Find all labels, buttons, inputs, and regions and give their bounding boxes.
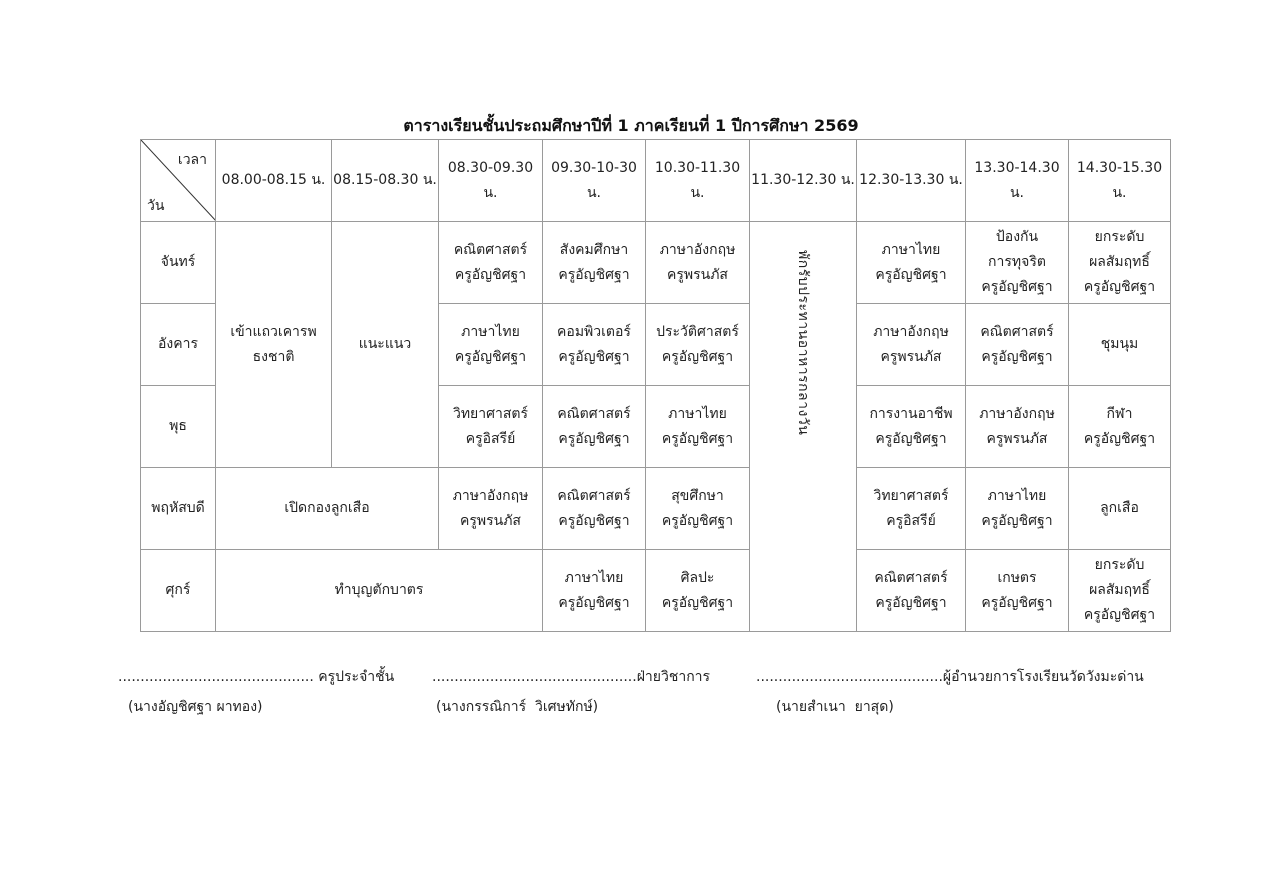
- signature-line-director: ..........................................ผู้อำนวยการโรงเรียนวัดวังมะด่าน: [756, 669, 1144, 685]
- class-cell: [1069, 468, 1171, 550]
- teacher: ครูอัญชิศฐา: [661, 348, 734, 365]
- teacher: ครูอัญชิศฐา: [558, 348, 630, 365]
- teacher: ครูอัญชิศฐา: [1083, 430, 1156, 447]
- subject: การงานอาชีพ: [869, 405, 953, 422]
- timetable: [140, 139, 1171, 632]
- subject: คณิตศาสตร์: [557, 487, 631, 504]
- class-cell: [646, 386, 750, 468]
- subject: คณิตศาสตร์: [453, 241, 528, 258]
- teacher: ครูอัญชิศฐา: [558, 266, 630, 283]
- day-label: อังคาร: [141, 304, 216, 386]
- time-header: 09.30-10-30 น.: [543, 140, 646, 222]
- day-row-monday: [141, 222, 1171, 304]
- subject: ภาษาไทย: [987, 487, 1047, 504]
- time-header: 12.30-13.30 น.: [857, 140, 966, 222]
- teacher: ครูอัญชิศฐา: [875, 430, 947, 447]
- time-header: 10.30-11.30 น.: [646, 140, 750, 222]
- subject: กีฬา: [1106, 405, 1133, 422]
- class-cell: [439, 468, 543, 550]
- class-cell: [543, 222, 646, 304]
- teacher: ครูพรนภัส: [986, 430, 1048, 447]
- subject: การทุจริต: [988, 254, 1046, 270]
- cell-line: เข้าแถวเคารพ: [230, 323, 317, 340]
- teacher: ครูอัญชิศฐา: [558, 594, 630, 611]
- signature-name-director: (นายสำเนา ยาสุด): [776, 699, 894, 715]
- subject: ผลสัมฤทธิ์: [1089, 582, 1150, 598]
- subject: ภาษาไทย: [461, 323, 520, 340]
- signature-line-homeroom-teacher: ............................................ ครูประจำชั้น: [118, 669, 395, 685]
- merit-making-cell: ทำบุญตักบาตร: [216, 550, 543, 632]
- lunch-break-cell: [750, 222, 857, 632]
- time-header: 13.30-14.30 น.: [966, 140, 1069, 222]
- class-cell: [439, 222, 543, 304]
- teacher: ครูอัญชิศฐา: [558, 430, 630, 447]
- class-cell: [646, 222, 750, 304]
- subject: คณิตศาสตร์: [980, 323, 1054, 340]
- teacher: ครูอิสรีย์: [465, 430, 516, 447]
- class-cell: [646, 550, 750, 632]
- subject: วิทยาศาสตร์: [873, 487, 949, 504]
- class-cell: [1069, 550, 1171, 632]
- subject: คณิตศาสตร์: [557, 405, 631, 422]
- teacher: ครูอัญชิศฐา: [454, 266, 527, 283]
- teacher: ครูอิสรีย์: [886, 512, 936, 529]
- cell-line: ธงชาติ: [252, 348, 295, 365]
- teacher: ครูอัญชิศฐา: [661, 594, 734, 611]
- teacher: ครูอัญชิศฐา: [1083, 279, 1156, 295]
- class-cell: [543, 468, 646, 550]
- class-cell: [857, 386, 966, 468]
- teacher: ครูอัญชิศฐา: [875, 594, 947, 611]
- class-cell: [966, 222, 1069, 304]
- signature-name-homeroom-teacher: (นางอัญชิศฐา ผาทอง): [128, 699, 263, 715]
- time-header: 08.15-08.30 น.: [332, 140, 439, 222]
- subject: ภาษาอังกฤษ: [452, 487, 529, 504]
- class-cell: [439, 386, 543, 468]
- day-label: ศุกร์: [141, 550, 216, 632]
- class-cell: [646, 304, 750, 386]
- day-row-friday: [141, 550, 1171, 632]
- day-axis-label: วัน: [147, 198, 165, 214]
- subject: ภาษาอังกฤษ: [979, 405, 1055, 422]
- teacher: ครูอัญชิศฐา: [661, 430, 734, 447]
- class-cell: [966, 304, 1069, 386]
- day-row-thursday: [141, 468, 1171, 550]
- class-cell: [1069, 386, 1171, 468]
- signature-line-academic-affairs: ..............................................ฝ่ายวิชาการ: [432, 669, 711, 685]
- class-cell: [857, 468, 966, 550]
- scout-opening-cell: เปิดกองลูกเสือ: [216, 468, 439, 550]
- class-cell: [857, 304, 966, 386]
- signature-name-academic-affairs: (นางกรรณิการ์ วิเศษทักษ์): [436, 699, 599, 715]
- corner-cell: [141, 140, 216, 222]
- class-cell: [966, 550, 1069, 632]
- class-cell: [543, 550, 646, 632]
- time-header: 08.30-09.30 น.: [439, 140, 543, 222]
- class-cell: [966, 468, 1069, 550]
- subject: สุขศึกษา: [671, 487, 724, 504]
- subject: ลูกเสือ: [1100, 500, 1139, 516]
- time-axis-label: เวลา: [177, 152, 207, 168]
- day-label: พุธ: [141, 386, 216, 468]
- teacher: ครูอัญชิศฐา: [981, 512, 1053, 529]
- day-label: จันทร์: [141, 222, 216, 304]
- time-header: 11.30-12.30 น.: [750, 140, 857, 222]
- class-cell: [543, 304, 646, 386]
- homeroom-cell: แนะแนว: [332, 222, 439, 468]
- subject: ยกระดับ: [1094, 557, 1145, 573]
- subject: วิทยาศาสตร์: [452, 405, 529, 422]
- day-label: พฤหัสบดี: [141, 468, 216, 550]
- teacher: ครูพรนภัส: [667, 266, 728, 283]
- subject: ภาษาไทย: [881, 241, 941, 258]
- teacher: ครูพรนภัส: [460, 512, 521, 529]
- subject: ภาษาไทย: [564, 569, 624, 586]
- time-header: 14.30-15.30 น.: [1069, 140, 1171, 222]
- subject: ป้องกัน: [995, 229, 1039, 245]
- subject: คณิตศาสตร์: [874, 569, 948, 586]
- lunch-break-label: พักรับประทานอาหารกลางวัน: [795, 250, 811, 436]
- teacher: ครูอัญชิศฐา: [875, 266, 947, 283]
- subject: ภาษาไทย: [668, 405, 727, 422]
- class-cell: [646, 468, 750, 550]
- class-cell: [543, 386, 646, 468]
- teacher: ครูอัญชิศฐา: [1083, 607, 1156, 623]
- subject: คอมพิวเตอร์: [557, 323, 631, 340]
- class-cell: [857, 222, 966, 304]
- subject: ยกระดับ: [1094, 229, 1145, 245]
- class-cell: [439, 304, 543, 386]
- teacher: ครูอัญชิศฐา: [981, 348, 1053, 365]
- teacher: ครูพรนภัส: [880, 348, 942, 365]
- teacher: ครูอัญชิศฐา: [661, 512, 734, 529]
- class-cell: [1069, 304, 1171, 386]
- page-title: ตารางเรียนชั้นประถมศึกษาปีที่ 1 ภาคเรียนที่ 1 ปีการศึกษา 2569: [403, 116, 859, 135]
- class-cell: [1069, 222, 1171, 304]
- subject: ภาษาอังกฤษ: [659, 241, 736, 258]
- subject: ชุมนุม: [1100, 336, 1139, 352]
- flag-assembly-cell: [216, 222, 332, 468]
- teacher: ครูอัญชิศฐา: [981, 594, 1053, 611]
- subject: ภาษาอังกฤษ: [873, 323, 949, 340]
- subject: ประวัติศาสตร์: [656, 323, 739, 340]
- class-cell: [857, 550, 966, 632]
- subject: สังคมศึกษา: [559, 241, 629, 258]
- header-row: [141, 140, 1171, 222]
- subject: ผลสัมฤทธิ์: [1089, 254, 1150, 270]
- subject: ศิลปะ: [680, 569, 715, 586]
- time-header: 08.00-08.15 น.: [216, 140, 332, 222]
- class-cell: [966, 386, 1069, 468]
- teacher: ครูอัญชิศฐา: [558, 512, 630, 529]
- teacher: ครูอัญชิศฐา: [981, 279, 1053, 295]
- subject: เกษตร: [997, 569, 1037, 586]
- teacher: ครูอัญชิศฐา: [454, 348, 527, 365]
